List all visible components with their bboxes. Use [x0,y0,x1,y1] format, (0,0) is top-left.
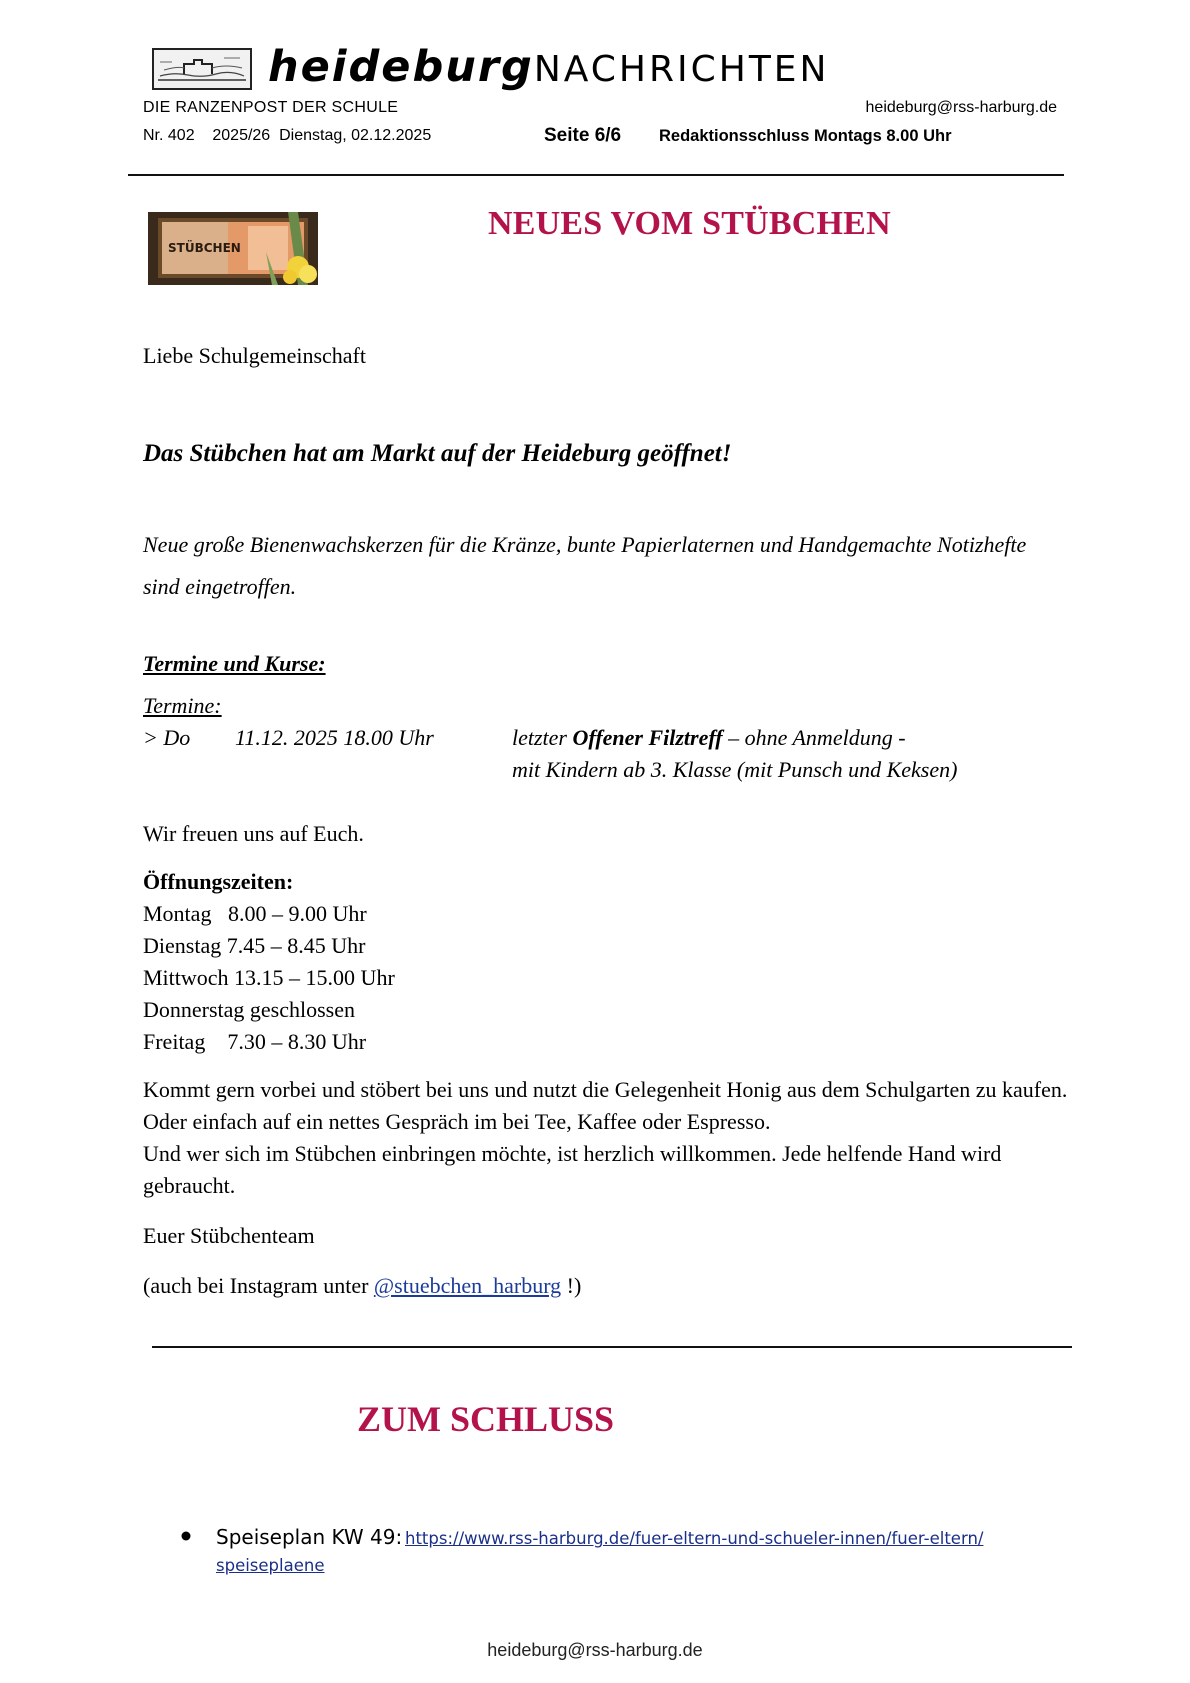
masthead [152,42,1052,92]
bullet-icon [180,1530,192,1542]
header-page-number: Seite 6/6 [544,125,622,146]
stuebchen-intro: Neue große Bienenwachskerzen für die Kränze, bunte Papierlaternen und Handgemachte Notizhefte sind eingetroffen. [143,532,1027,599]
opening-hours-item: Mittwoch 13.15 – 15.00 Uhr [143,965,395,990]
opening-hours-list [143,898,395,1058]
termine-kurse-heading: Termine und Kurse: [143,651,326,676]
menu-plan-link[interactable]: https://www.rss-harburg.de/fuer-eltern-und-schueler-innen/fuer-eltern/ [405,1529,984,1548]
termin-desc-prefix: letzter [512,725,573,750]
header-divider [128,174,1064,176]
termin-desc-suffix: – ohne Anmeldung - [722,725,906,750]
header-issue-line: Nr. 402 2025/26 Dienstag, 02.12.2025 [143,127,432,144]
termin-desc-event: Offener Filztreff [572,725,723,750]
stuebchen-paragraph-1: Kommt gern vorbei und stöbert bei uns und nutzt die Gelegenheit Honig aus dem Schulgarten zu kaufen. Oder einfach auf ein nettes Gespräch im bei Tee, Kaffee oder Espresso. [143,1077,1068,1134]
termine-label: Termine: [143,693,222,718]
section-title-schluss: ZUM SCHLUSS [357,1399,615,1439]
masthead-title [268,42,829,92]
termin-day: > Do [143,725,191,750]
signature: Euer Stübchenteam [143,1223,315,1248]
masthead-suffix: NACHRICHTEN [533,49,830,90]
opening-hours-item: Freitag 7.30 – 8.30 Uhr [143,1029,367,1054]
masthead-brand: heideburg [268,42,534,92]
freuen-text: Wir freuen uns auf Euch. [143,821,364,846]
section-divider [152,1346,1072,1348]
stuebchen-photo-label: STÜBCHEN [168,241,241,255]
stuebchen-paragraph-2: Und wer sich im Stübchen einbringen möchte, ist herzlich willkommen. Jede helfende Hand wird gebraucht. [143,1141,1002,1198]
footer-email: heideburg@rss-harburg.de [487,1640,703,1660]
header-deadline: Redaktionsschluss Montags 8.00 Uhr [659,127,952,145]
termin-description-line2: mit Kindern ab 3. Klasse (mit Punsch und Keksen) [512,757,958,782]
header-subtitle: DIE RANZENPOST DER SCHULE [143,99,399,116]
opening-hours-title: Öffnungszeiten: [143,869,294,894]
opening-hours-item: Dienstag 7.45 – 8.45 Uhr [143,933,366,958]
termin-description [512,722,906,754]
instagram-suffix: !) [561,1273,582,1298]
header-email: heideburg@rss-harburg.de [865,99,1057,116]
section-title-stuebchen: NEUES VOM STÜBCHEN [488,205,891,242]
opening-hours-item: Montag 8.00 – 9.00 Uhr [143,901,367,926]
menu-plan-link-continued[interactable]: speiseplaene [216,1556,325,1575]
greeting: Liebe Schulgemeinschaft [143,343,366,368]
instagram-link[interactable]: @stuebchen_harburg [373,1273,562,1298]
opening-hours-item: Donnerstag geschlossen [143,997,356,1022]
menu-plan-label: Speiseplan KW 49: [216,1525,403,1549]
heideburg-logo-icon [152,48,252,90]
stuebchen-headline: Das Stübchen hat am Markt auf der Heideburg geöffnet! [143,440,732,467]
instagram-prefix: (auch bei Instagram unter [143,1273,374,1298]
termin-date: 11.12. 2025 18.00 Uhr [235,725,434,750]
instagram-line [143,1270,581,1302]
stuebchen-paragraph [143,1074,1083,1202]
stuebchen-photo [148,212,318,285]
